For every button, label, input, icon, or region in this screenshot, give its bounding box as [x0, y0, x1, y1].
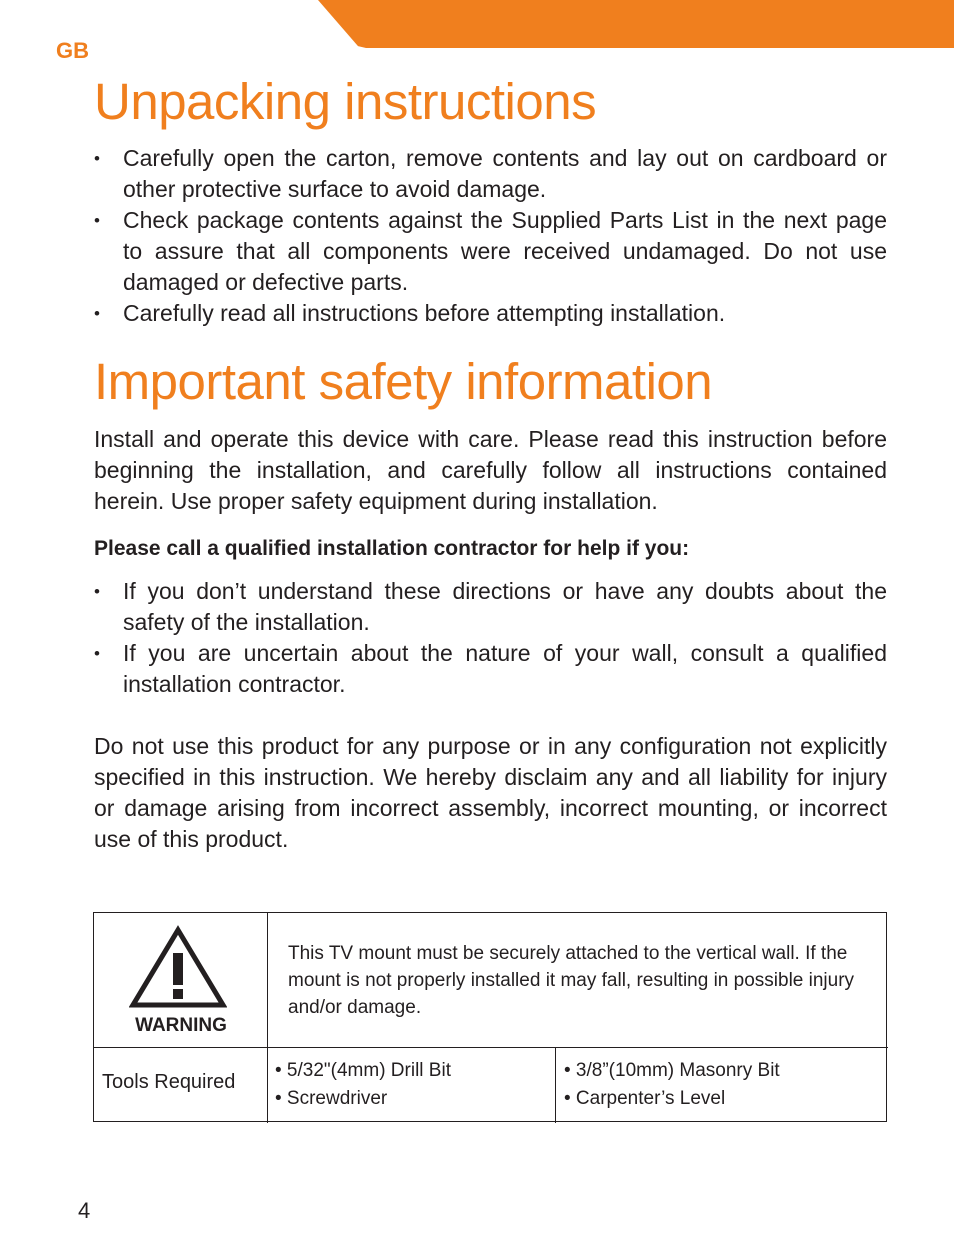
- list-item: • Carefully open the carton, remove contents and lay out on cardboard or other protective surface to avoid damage.: [94, 143, 887, 205]
- list-item: • If you are uncertain about the nature of your wall, consult a qualified installation contractor.: [94, 638, 887, 700]
- tool-item: • 3/8”(10mm) Masonry Bit: [564, 1060, 780, 1081]
- list-item: • If you don’t understand these directions or have any doubts about the safety of the installation.: [94, 576, 887, 638]
- safety-title: Important safety information: [94, 353, 713, 410]
- disclaimer: Do not use this product for any purpose or in any configuration not explicitly specified in this instruction. We hereby disclaim any and all liability for injury or damage arising from incorrect assembly, incorrect mounting, or incorrect use of this product.: [94, 733, 887, 852]
- unpacking-list: [94, 143, 887, 329]
- list-item: • Check package contents against the Supplied Parts List in the next page to assure that all components were received undamaged. Do not use damaged or defective parts.: [94, 205, 887, 298]
- safety-intro: Install and operate this device with care. Please read this instruction before beginning the installation, and carefully follow all instructions contained herein. Use proper safety equipment during installation.: [94, 426, 887, 514]
- warning-table: [93, 912, 887, 1122]
- table-divider: [555, 1047, 556, 1123]
- tool-item: • Carpenter’s Level: [564, 1088, 726, 1109]
- warning-triangle-icon: [129, 925, 227, 1009]
- list-item: • Carefully read all instructions before attempting installation.: [94, 298, 887, 329]
- tools-list: [564, 1057, 780, 1113]
- tool-item: • 5/32"(4mm) Drill Bit: [275, 1060, 451, 1081]
- header-accent-tab: [318, 0, 954, 48]
- page-number: 4: [78, 1198, 91, 1223]
- help-heading: Please call a qualified installation contractor for help if you:: [94, 537, 690, 560]
- warning-text: This TV mount must be securely attached to the vertical wall. If the mount is not properly installed it may fall, resulting in possible injury and/or damage.: [288, 943, 855, 1018]
- unpacking-title: Unpacking instructions: [94, 73, 597, 130]
- tools-required-label: Tools Required: [102, 1071, 236, 1093]
- table-divider: [94, 1047, 888, 1048]
- tool-item: • Screwdriver: [275, 1088, 388, 1109]
- language-code: GB: [56, 38, 89, 63]
- warning-cell: [94, 913, 268, 1047]
- help-list: [94, 576, 887, 700]
- warning-label: WARNING: [135, 1015, 227, 1036]
- tools-list: [275, 1057, 451, 1113]
